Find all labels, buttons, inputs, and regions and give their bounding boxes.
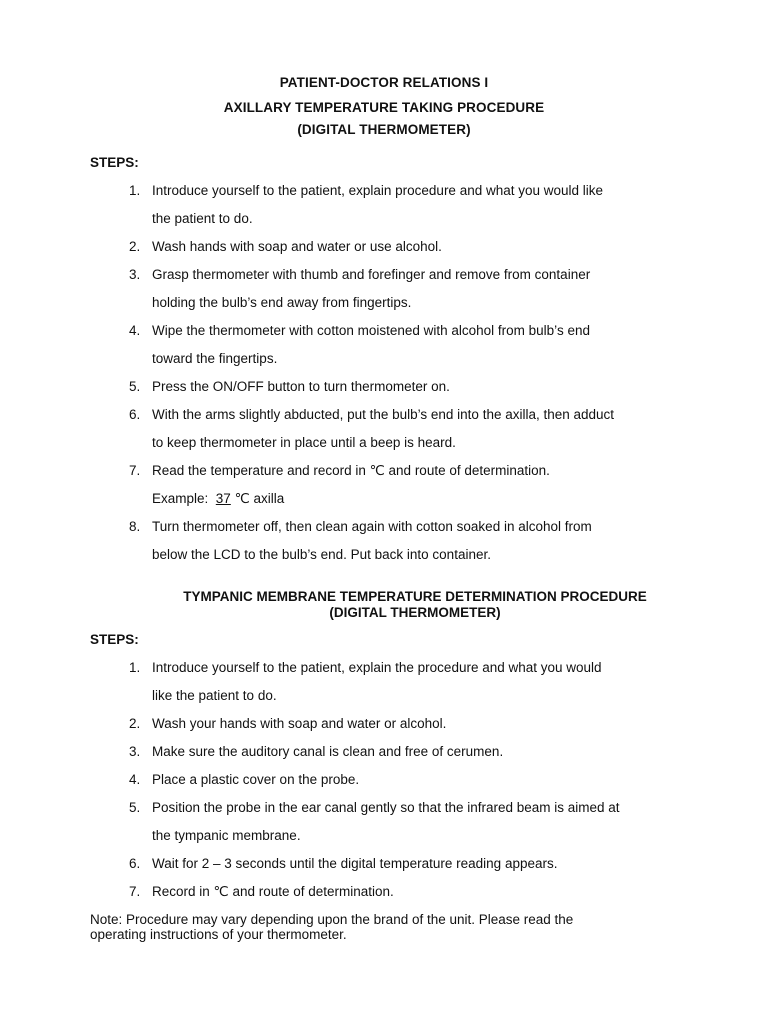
step-text: Introduce yourself to the patient, explain procedure and what you would like <box>152 183 604 198</box>
step-text: Wipe the thermometer with cotton moistened with alcohol from bulb’s end <box>152 323 590 338</box>
step-text: Record in ℃ and route of determination. <box>152 884 394 899</box>
step-text-continued: like the patient to do. <box>152 688 277 703</box>
tympanic-title: TYMPANIC MEMBRANE TEMPERATURE DETERMINATION PROCEDURE <box>183 589 647 604</box>
step-text: Turn thermometer off, then clean again with cotton soaked in alcohol from <box>152 519 592 534</box>
tympanic-subtitle: (DIGITAL THERMOMETER) <box>329 605 501 620</box>
step-number: 8. <box>129 519 141 534</box>
example-unit: ℃ axilla <box>234 491 285 506</box>
step-text: Wait for 2 – 3 seconds until the digital temperature reading appears. <box>152 856 558 871</box>
step-text: Wash your hands with soap and water or alcohol. <box>152 716 447 731</box>
step-number: 7. <box>129 463 141 478</box>
step-number: 4. <box>129 772 141 787</box>
step-text: Position the probe in the ear canal gently so that the infrared beam is aimed at <box>152 800 620 815</box>
step-number: 2. <box>129 716 141 731</box>
step-text-continued: holding the bulb’s end away from fingertips. <box>152 295 412 310</box>
step-number: 4. <box>129 323 141 338</box>
note-line-2: operating instructions of your thermometer. <box>90 927 347 942</box>
step-text: Wash hands with soap and water or use alcohol. <box>152 239 442 254</box>
step-text: Press the ON/OFF button to turn thermometer on. <box>152 379 450 394</box>
step-text-continued: the tympanic membrane. <box>152 828 301 843</box>
step-text: With the arms slightly abducted, put the bulb’s end into the axilla, then adduct <box>152 407 615 422</box>
step-number: 5. <box>129 379 141 394</box>
axillary-subtitle: (DIGITAL THERMOMETER) <box>297 122 471 137</box>
step-text: Place a plastic cover on the probe. <box>152 772 360 787</box>
step-text: Introduce yourself to the patient, explain the procedure and what you would <box>152 660 602 675</box>
example-value: 37 <box>215 491 231 506</box>
example-label: Example: <box>152 491 209 506</box>
step-number: 3. <box>129 267 141 282</box>
note-line-1: Note: Procedure may vary depending upon the brand of the unit. Please read the <box>90 912 574 927</box>
note <box>90 912 690 942</box>
step-text: Make sure the auditory canal is clean and free of cerumen. <box>152 744 504 759</box>
step-text-continued: to keep thermometer in place until a beep is heard. <box>152 435 456 450</box>
axillary-title: AXILLARY TEMPERATURE TAKING PROCEDURE <box>223 100 545 115</box>
step-text-continued: below the LCD to the bulb’s end. Put back into container. <box>152 547 491 562</box>
step-number: 3. <box>129 744 141 759</box>
step-text: Grasp thermometer with thumb and forefinger and remove from container <box>152 267 591 282</box>
step-text-continued: toward the fingertips. <box>152 351 278 366</box>
step-number: 5. <box>129 800 141 815</box>
axillary-steps-label: STEPS: <box>90 155 139 170</box>
step-number: 2. <box>129 239 141 254</box>
tympanic-steps-label: STEPS: <box>90 632 139 647</box>
step-number: 6. <box>129 856 141 871</box>
step-number: 7. <box>129 884 141 899</box>
document-header: PATIENT-DOCTOR RELATIONS I <box>279 75 489 90</box>
step-number: 1. <box>129 183 141 198</box>
step-text: Read the temperature and record in ℃ and route of determination. <box>152 463 550 478</box>
step-text-continued: the patient to do. <box>152 211 253 226</box>
example-line <box>152 491 284 507</box>
step-number: 6. <box>129 407 141 422</box>
step-number: 1. <box>129 660 141 675</box>
